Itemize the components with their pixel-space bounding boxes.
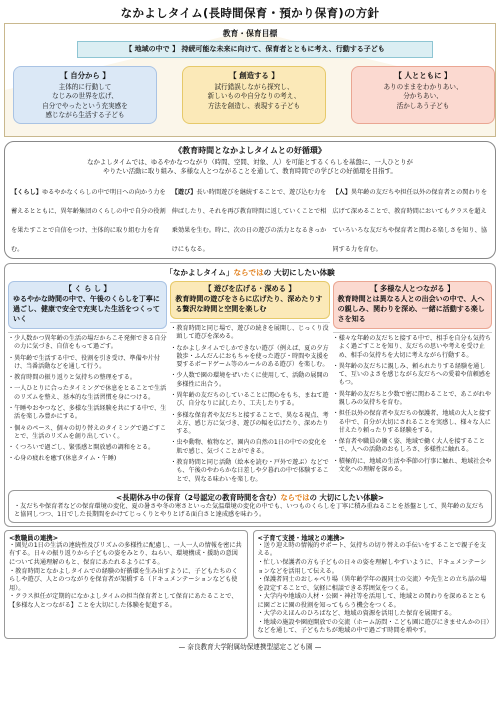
- cycle-intro: なかよしタイムでは、ゆるやかなつながり（時間、空間、対象、人）を可能とするくらしを基盤に、一人ひとりが やりたい活動に取り組み、多様な人とつながることを通して、教育時間での学びとの好循環を目指す。: [87, 158, 413, 176]
- experience-card-lead: ゆるやかな時間の中で、午後のくらしを丁寧に過ごし、健康で安全で充実した生活をつくっていく: [13, 295, 160, 324]
- community-support-box: [253, 530, 497, 639]
- page-title: なかよしタイム(長時間保育・預かり保育)の方針: [120, 6, 380, 20]
- footer-institution: — 奈良教育大学附属幼保連携型認定こども園 —: [178, 642, 322, 651]
- bottom-section: [4, 530, 496, 639]
- experience-card-title: 【 多様な人とつながる 】: [370, 284, 455, 294]
- experience-col-play: [170, 281, 329, 487]
- list-item: ・ 少人数で園の環境をぜいたくに使用して、活動の展開の多様性に出合う。: [170, 372, 329, 389]
- cycle-col-title: 【くらし】: [11, 189, 42, 197]
- long-heading-pre: <長期休み中の保育（2号認定の教育時間を含む）: [116, 492, 281, 502]
- list-item: ・ 一人ひとりに合ったタイミングで休息をとることで生活のリズムを整え、基本的な生活習慣を身につける。: [8, 385, 167, 402]
- experience-columns: [8, 281, 492, 487]
- experience-section: [4, 263, 496, 527]
- community-support-text: ・送り迎え時の情報的サポート、気持ちの切り替えの手伝いをすることで親子を支える。 ・忙しい保護者の方も子どもの日々の姿を理解しやすいように、ドキュメンテーションなどを活用して伝える。 ・保護者同士のおしゃべり場（異年齢学年の親同士の交流）や先生との立ち話の場を設定することで、気軽に相談できる雰囲気をつくる。 ・大学内や地域の人材・公園・神社等を活用して、地域との関わりを深めるとともに園ごとに園の役割を知ってもらう機会をつくる。 ・大学のえほんのひろばなど、地域の資源を活用した保育を展開する。 ・地域の施設や園庭開放での交流（ホーム訪問・こども園に遊びにきませんかの日）などを通して、子どもたちが地域の中で過ごす時間を増やす。: [257, 541, 490, 635]
- cycle-col-life: [11, 179, 168, 255]
- long-heading-highlight: ならでは: [280, 492, 310, 502]
- cycle-col-title: 【遊び】: [171, 189, 197, 197]
- cycle-columns: [11, 179, 489, 255]
- list-item: ・ 多様な保育者や友だちと接することで、異なる視点、考え方、感じ方に気づき、遊びの幅を広げたり、深めたりする。: [170, 412, 329, 437]
- list-item: ・ 午睡やおやつなど、多様な生活経験を共にする中で、生活を楽しみ豊かにする。: [8, 405, 167, 422]
- staff-collaboration-title: <教職員の連携>: [9, 533, 59, 542]
- main-goal: 【 地域の中で 】 持続可能な未来に向けて、保育者とともに考え、行動する子ども: [77, 41, 433, 58]
- list-item: ・ くつろいで過ごし、緊張感と開放感の調和をとる。: [8, 444, 167, 452]
- list-item: ・ 異年齢の友だちのしていることに関心をもち、まねて遊び、自分なりに試したり、工夫したりする。: [170, 392, 329, 409]
- long-heading-post: の 大切にしたい体験>: [309, 492, 384, 502]
- goal-box-self: [13, 66, 157, 124]
- list-item: ・ 個々のペース、個々の切り替えのタイミングで過ごすことで、生活のリズムを創り出していく。: [8, 425, 167, 442]
- cycle-col-text: ゆるやかなくらしの中で明日への向かう力を蓄えるとともに、異年齢集団のくらしの中で自分の役割を果たすことで自信をつけ、主体的に取り組む力を育む。: [11, 189, 166, 254]
- list-item: ・ 様々な年齢の友だちと接する中で、相手を自分も気持ちよく過ごすことを知り、友だちの思いや考えを受け止め、相手の気持ちを大切に考えながら行動する。: [333, 335, 492, 360]
- experience-card-lead: 教育時間とは異なる人との出会いの中で、人への親しみ、関わりを深め、一緒に活動する楽しさを知る: [337, 295, 485, 324]
- experience-card: [333, 281, 492, 329]
- long-vacation-heading: [14, 493, 486, 503]
- cycle-col-play: [172, 179, 329, 255]
- experience-heading-pre: 「なかよしタイム」: [165, 268, 234, 278]
- experience-heading: [8, 267, 492, 278]
- goal-box-create: [182, 66, 326, 124]
- list-item: ・ 異年齢の友だちと少数で密に関わることで、あこがれや親しみの気持ちを育む。: [333, 391, 492, 408]
- list-item: ・ 担任以外の保育者や友だちの保護者、地域の大人と接する中で、自分が大切にされることを実感し、様々な人に甘えたり頼ったりする経験をする。: [333, 410, 492, 435]
- staff-collaboration-box: [4, 530, 248, 639]
- goals-heading: 教育・保育目標: [222, 29, 278, 38]
- goal-box-title: 【 自分から 】: [60, 71, 110, 80]
- list-item: ・ 教育時間の振り返りと気持ちの整理をする。: [8, 374, 167, 382]
- community-support-title: <子育て支援・地域との連携>: [257, 533, 345, 542]
- list-item: ・ 異年齢で生活する中で、役割を引き受け、準備や片付け、当番活動などを通して行う。: [8, 355, 167, 372]
- list-item: ・ 虫や動物、植物など、園内の自然の1日の中での変化を肌で感じ、気づくことができる。: [170, 439, 329, 456]
- goal-box-people: [351, 66, 495, 124]
- list-item: ・ 心身の疲れを癒す(休息タイム・午睡): [8, 455, 167, 463]
- experience-list: [170, 322, 329, 487]
- cycle-col-title: 【人】: [332, 189, 351, 197]
- cycle-section: [4, 141, 496, 259]
- cycle-col-people: [332, 179, 489, 255]
- long-vacation-box: [8, 490, 492, 523]
- goal-box-title: 【 創造する 】: [229, 71, 279, 80]
- list-item: ・ 保育者や職員の働く姿、地域で働く大人を接することで、人への活動のおもしろさ、多様性に触れる。: [333, 438, 492, 455]
- experience-card: [8, 281, 167, 329]
- experience-card: [170, 281, 329, 319]
- cycle-col-text: 長い時間遊びを継続することで、遊び込む力を伸ばしたり、それを再び教育時間に返していくことで相乗効果を生む。時に、次の日の遊びの活力となるきっかけにもなる。: [171, 189, 327, 254]
- staff-collaboration-text: ・園児の1日の生活の連続性及びリズムの多様性に配慮し、一人一人の情報を密に共有する。日々の振り返りから子どもの姿をみとり、ねらい、環境構成・援助の意図について共通理解のもと、保育にあたれるようにする。 ・教育時間となかよしタイムでの経験の好循環を生み出すように、子どもたちのくらしや遊び、人とのつながりを保育者が架橋する（ドキュメンテーションなども使用）。 ・クラス担任が定期的になかよしタイムの担当保育者として保育にあたることで、【多様な人とつながる】ことを大切にした体験を促進する。: [9, 541, 242, 609]
- list-item: ・ なかよしタイムでしかできない遊び（例えば、夏の夕方散歩・ふんだんにおもちゃを使った遊び・時間や支援を要するボードゲーム等のルールのある遊び）を楽しむ。: [170, 345, 329, 370]
- list-item: ・ 異年齢の友だちに親しみ、頼られたりする経験を通して、互いのよさを感じながら友だちへの愛着や信頼感をもつ。: [333, 363, 492, 388]
- experience-heading-highlight: ならでは: [233, 268, 264, 278]
- list-item: ・ 少人数かつ異年齢の生活の場だからこそ発揮できる自分の力に気づき、自信をもって過ごす。: [8, 335, 167, 352]
- cycle-heading: 《教育時間となかよしタイムとの好循環》: [174, 146, 326, 155]
- goal-box-text: ありのままをわかりあい、 分かちあい、 活かしあう子ども: [383, 83, 463, 110]
- experience-list: [333, 332, 492, 477]
- goal-box-text: 主体的に行動して なじみの世界を広げ、 自分でやったという充実感を 感じながら生活する子ども: [42, 83, 128, 120]
- long-vacation-text: ・友だちや保育者などの保育環境の変化、夏の暑さや冬の寒さといった気温環境の変化の中でも、いつものくらしを丁寧に積み重ねることを基盤として、異年齢の友だちと協同しつつ、1日でした長期間をかけてじっくりとやりとげる面白さと達成感を味わう。: [14, 502, 485, 519]
- goal-box-title: 【 人とともに 】: [394, 71, 452, 80]
- experience-col-people: [333, 281, 492, 487]
- experience-heading-post: の 大切にしたい体験: [263, 268, 335, 278]
- experience-card-lead: 教育時間の遊びをさらに広げたり、深めたりする贅沢な時間と空間を楽しむ: [175, 295, 323, 314]
- goals-panel: [4, 23, 496, 137]
- experience-list: [8, 332, 167, 467]
- experience-card-title: 【 く ら し 】: [64, 284, 111, 294]
- list-item: ・ 積極的に、地域の生活や季節の行事に触れ、地域社会や文化への理解を深める。: [333, 458, 492, 475]
- experience-card-title: 【 遊びを広げる・深める 】: [204, 284, 296, 294]
- list-item: ・ 教育時間と同じ活動（絵本を読む・戸外で遊ぶ）などでも、午後のやわらかな日差しや夕暮れの中で体験することで、異なる味わいを楽しむ。: [170, 459, 329, 484]
- list-item: ・ 教育時間と同じ場で、遊びの続きを展開し、じっくり没頭して遊びを深める。: [170, 325, 329, 342]
- goal-box-text: 試行錯誤しながら探究し、 新しいものや自分なりの考え、 方法を創造し、表現する子ども: [207, 83, 301, 110]
- experience-col-life: [8, 281, 167, 487]
- cycle-col-text: 異年齢の友だちや担任以外の保育者との関わりを広げて深めることで、教育時間においてもクラスを超えていろいろな友だちや保育者と関わる楽しさを知り、協同する力を育む。: [332, 189, 488, 254]
